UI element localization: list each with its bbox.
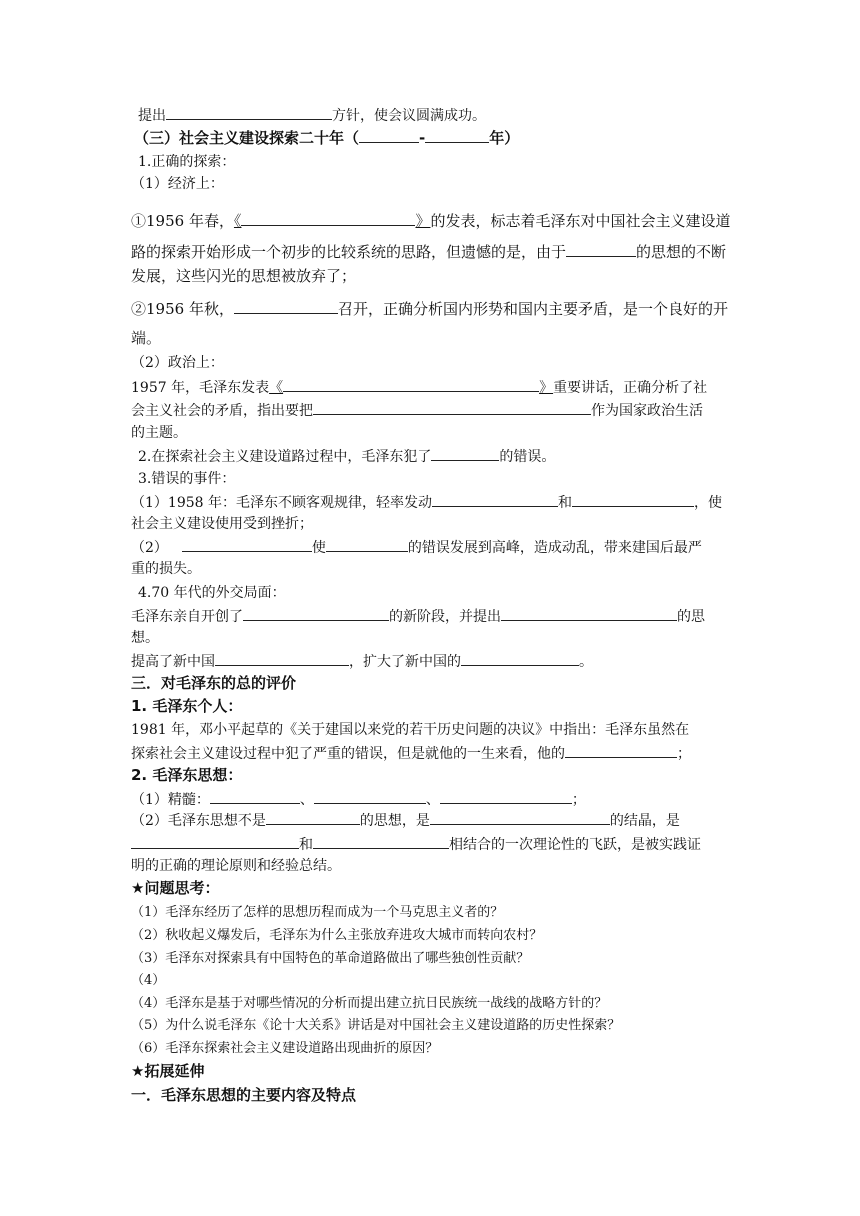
text-line: 的主题。 [131,425,187,441]
text-line: 和 相结合的一次理论性的飞跃，是被实践证 [131,834,701,855]
subheading: （2）政治上： [131,355,224,371]
question-item: （4） [131,973,166,988]
section-heading: 三．对毛泽东的总的评价 [131,674,297,692]
section-heading: ★拓展延伸 [131,1062,205,1080]
text-line: 毛泽东亲自开创了 的新阶段，并提出 的思 [131,606,705,627]
fill-blank [565,743,677,758]
section-heading: （三）社会主义建设探索二十年（ - 年） [134,129,520,147]
section-heading: ★问题思考： [131,879,220,897]
text-line: （1）精髓： 、 、 ； [131,789,586,810]
text-line: ②1956 年秋， 召开，正确分析国内形势和国内主要矛盾，是一个良好的开 [131,300,728,318]
question-item: （2）秋收起义爆发后，毛泽东为什么主张放弃进攻大城市而转向农村？ [131,928,543,943]
text-line: 2.在探索社会主义建设道路过程中，毛泽东犯了 的错误。 [138,446,555,467]
fill-blank [572,492,694,507]
fill-blank [314,789,426,804]
text-line: （2）毛泽东思想不是 的思想，是 的结晶，是 [131,810,680,831]
text-line: （2） 使 的错误发展到高峰，造成动乱，带来建国后最严 [131,537,702,558]
question-item: （6）毛泽东探索社会主义建设道路出现曲折的原因？ [131,1041,439,1056]
question-item: （5）为什么说毛泽东《论十大关系》讲话是对中国社会主义建设道路的历史性探索？ [131,1018,621,1033]
fill-blank [326,537,408,552]
text: 提出 [138,108,166,124]
fill-blank [313,400,591,415]
fill-blank [566,242,636,257]
text-line: 端。 [131,329,162,347]
fill-blank [234,299,338,314]
fill-blank [215,651,349,666]
text-line: 1957 年，毛泽东发表《 》重要讲话，正确分析了社 [131,377,707,398]
fill-blank [501,606,677,621]
subheading: 1. 毛泽东个人： [131,697,243,715]
text-line: ①1956 年春，《 》的发表，标志着毛泽东对中国社会主义建设道 [131,212,731,230]
subheading: 1.正确的探索： [138,154,236,170]
fill-blank [243,606,389,621]
fill-blank [425,128,489,143]
text-line: 1981 年，邓小平起草的《关于建国以来党的若干历史问题的决议》中指出：毛泽东虽然在 [131,722,690,738]
text-line: 探索社会主义建设过程中犯了严重的错误，但是就他的一生来看，他的 ； [131,743,691,764]
text-line [138,105,486,126]
fill-blank [210,789,300,804]
text-line: 明的正确的理论原则和经验总结。 [131,858,341,874]
fill-blank [432,492,558,507]
subheading: （1）经济上： [131,176,224,192]
question-item: （3）毛泽东对探索具有中国特色的革命道路做出了哪些独创性贡献？ [131,951,530,966]
text-line: 社会主义建设使用受到挫折； [131,516,313,532]
fill-blank [431,446,499,461]
text-line: （1）1958 年：毛泽东不顾客观规律，轻率发动 和 ，使 [131,492,722,513]
text-line: 想。 [131,630,159,646]
text-line: 路的探索开始形成一个初步的比较系统的思路，但遗憾的是，由于 的思想的不断 [131,243,727,261]
fill-blank [166,105,332,120]
fill-blank [313,834,449,849]
fill-blank [440,789,572,804]
subheading: 4.70 年代的外交局面： [138,585,286,601]
question-item: （4）毛泽东是基于对哪些情况的分析而提出建立抗日民族统一战线的战略方针的？ [131,996,608,1011]
text-line: 发展，这些闪光的思想被放弃了； [131,267,357,285]
question-item: （1）毛泽东经历了怎样的思想历程而成为一个马克思主义者的？ [131,905,504,920]
fill-blank [359,128,419,143]
fill-blank [283,377,539,392]
subheading: 3.错误的事件： [138,471,236,487]
text-line: 提高了新中国 ，扩大了新中国的 。 [131,651,593,672]
fill-blank [131,834,299,849]
fill-blank [461,651,579,666]
text-line: 重的损失。 [131,561,201,577]
text: 方针，使会议圆满成功。 [332,108,486,124]
fill-blank [266,810,360,825]
subheading: 2. 毛泽东思想： [131,766,243,784]
fill-blank [241,211,415,226]
fill-blank [430,810,610,825]
section-heading: 一．毛泽东思想的主要内容及特点 [131,1086,357,1104]
fill-blank [182,537,312,552]
text-line: 会主义社会的矛盾，指出要把 作为国家政治生活 [131,400,703,421]
